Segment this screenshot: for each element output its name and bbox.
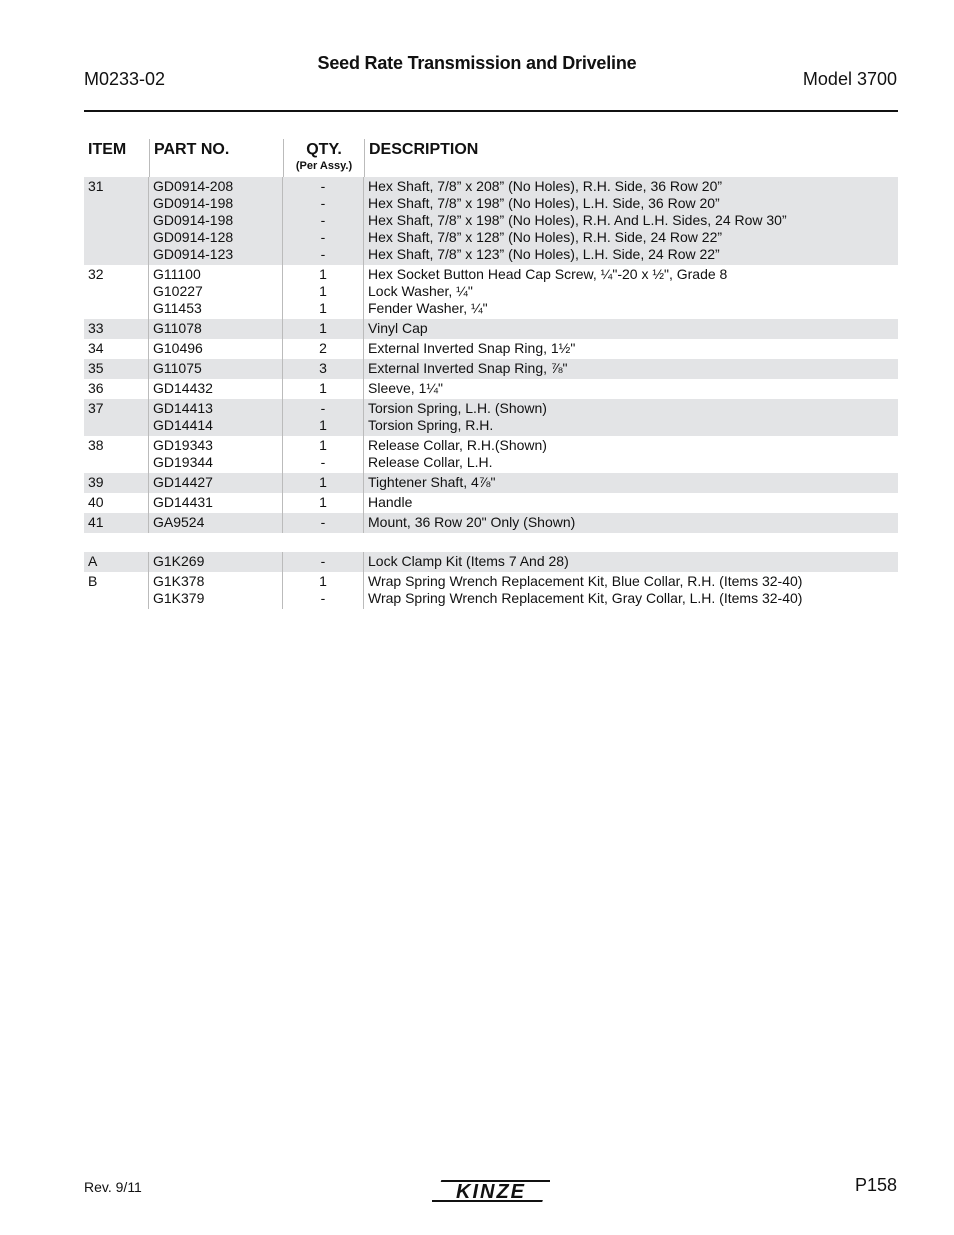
quantity-cell	[283, 265, 364, 319]
description: Lock Washer, ¼"	[368, 283, 473, 299]
part-number-cell	[149, 399, 283, 436]
quantity: 1	[319, 266, 327, 282]
part-number-cell	[149, 359, 283, 379]
part-number: G11453	[153, 300, 202, 316]
description: Torsion Spring, L.H. (Shown)	[368, 400, 547, 416]
item-cell: 32	[84, 265, 149, 319]
item-cell: 33	[84, 319, 149, 339]
description: Hex Shaft, 7/8” x 208” (No Holes), R.H. Side, 36 Row 20”	[368, 178, 723, 194]
table-row	[84, 399, 898, 436]
quantity-cell	[283, 493, 364, 513]
description-cell	[364, 399, 898, 436]
quantity: -	[320, 195, 326, 211]
page-title: Seed Rate Transmission and Driveline	[317, 53, 637, 73]
quantity-cell	[283, 399, 364, 436]
column-header-qty: QTY.	[306, 141, 342, 158]
table-row	[84, 339, 898, 359]
description: Handle	[368, 494, 413, 510]
item-cell: 38	[84, 436, 149, 473]
quantity: -	[320, 178, 326, 194]
kinze-logo	[432, 1178, 550, 1204]
quantity: 1	[319, 494, 327, 510]
table-row	[84, 513, 898, 533]
parts-table	[84, 139, 898, 609]
description-cell	[364, 436, 898, 473]
table-row	[84, 177, 898, 265]
description: Lock Clamp Kit (Items 7 And 28)	[368, 553, 569, 569]
table-row	[84, 319, 898, 339]
description: Vinyl Cap	[368, 320, 428, 336]
quantity-cell	[283, 436, 364, 473]
part-number: GD0914-123	[153, 246, 234, 262]
quantity: 1	[319, 283, 327, 299]
part-number: G10227	[153, 283, 203, 299]
item-cell: B	[84, 572, 149, 609]
part-number-cell	[149, 265, 283, 319]
quantity: -	[320, 212, 326, 228]
item-cell: 39	[84, 473, 149, 493]
description: Hex Socket Button Head Cap Screw, ¼"-20 x ½", Grade 8	[368, 266, 728, 282]
part-number-cell	[149, 436, 283, 473]
quantity: 1	[319, 474, 327, 490]
table-row	[84, 473, 898, 493]
description-cell	[364, 493, 898, 513]
description-cell	[364, 319, 898, 339]
description: Wrap Spring Wrench Replacement Kit, Gray Collar, L.H. (Items 32-40)	[368, 590, 803, 606]
part-number: G11078	[153, 320, 202, 336]
table-row	[84, 552, 898, 572]
revision-label: Rev. 9/11	[84, 1179, 142, 1195]
part-number-cell	[149, 319, 283, 339]
part-number: GD14431	[153, 494, 213, 510]
description-cell	[364, 513, 898, 533]
description: Fender Washer, ¼"	[368, 300, 488, 316]
table-header	[84, 139, 898, 177]
column-header-qty-subtitle: (Per Assy.)	[295, 160, 353, 172]
description: Sleeve, 1¼"	[368, 380, 444, 396]
quantity-cell	[283, 473, 364, 493]
item-cell: 35	[84, 359, 149, 379]
table-row	[84, 572, 898, 609]
part-number-cell	[149, 572, 283, 609]
quantity: 1	[319, 380, 327, 396]
part-number-cell	[149, 379, 283, 399]
column-header-description: DESCRIPTION	[369, 141, 479, 158]
description-cell	[364, 572, 898, 609]
quantity-cell	[283, 177, 364, 265]
table-body	[84, 177, 898, 609]
description-cell	[364, 552, 898, 572]
quantity: 1	[319, 300, 327, 316]
description: Release Collar, L.H.	[368, 454, 493, 470]
item-cell: 40	[84, 493, 149, 513]
description: Hex Shaft, 7/8” x 198” (No Holes), L.H. Side, 36 Row 20”	[368, 195, 720, 211]
quantity: 1	[319, 320, 327, 336]
description-cell	[364, 473, 898, 493]
part-number: GD0914-198	[153, 212, 234, 228]
description: Wrap Spring Wrench Replacement Kit, Blue Collar, R.H. (Items 32-40)	[368, 573, 803, 589]
page-number: P158	[854, 1175, 897, 1195]
quantity-cell	[283, 513, 364, 533]
item-cell: A	[84, 552, 149, 572]
description: External Inverted Snap Ring, 1½"	[368, 340, 576, 356]
quantity-cell	[283, 339, 364, 359]
quantity: -	[320, 553, 326, 569]
part-number: G11075	[153, 360, 202, 376]
svg-text:KINZE: KINZE	[456, 1181, 526, 1203]
quantity: -	[320, 400, 326, 416]
item-cell: 31	[84, 177, 149, 265]
table-row	[84, 379, 898, 399]
part-number: GD0914-208	[153, 178, 234, 194]
part-number: GD14414	[153, 417, 213, 433]
item-cell: 36	[84, 379, 149, 399]
part-number: GD0914-128	[153, 229, 234, 245]
part-number: GD19344	[153, 454, 213, 470]
quantity: -	[320, 590, 326, 606]
column-divider	[364, 139, 365, 177]
description: Hex Shaft, 7/8” x 123” (No Holes), L.H. Side, 24 Row 22”	[368, 246, 720, 262]
table-row	[84, 265, 898, 319]
table-spacer	[84, 533, 898, 552]
part-number: GD14432	[153, 380, 213, 396]
quantity: -	[320, 454, 326, 470]
column-header-part-no: PART NO.	[154, 141, 230, 158]
description-cell	[364, 177, 898, 265]
part-number: GD0914-198	[153, 195, 234, 211]
description: Release Collar, R.H.(Shown)	[368, 437, 547, 453]
description-cell	[364, 379, 898, 399]
part-number: GD14427	[153, 474, 213, 490]
part-number-cell	[149, 339, 283, 359]
quantity: 2	[319, 340, 327, 356]
item-cell: 34	[84, 339, 149, 359]
part-number: GD19343	[153, 437, 213, 453]
description-cell	[364, 359, 898, 379]
part-number: G10496	[153, 340, 203, 356]
column-divider	[149, 139, 150, 177]
part-number: G1K379	[153, 590, 205, 606]
quantity-cell	[283, 572, 364, 609]
model-label: Model 3700	[802, 69, 897, 89]
part-number-cell	[149, 177, 283, 265]
description: Torsion Spring, R.H.	[368, 417, 494, 433]
part-number: G11100	[153, 266, 201, 282]
quantity: -	[320, 229, 326, 245]
part-number-cell	[149, 513, 283, 533]
quantity-cell	[283, 359, 364, 379]
description-cell	[364, 265, 898, 319]
document-number: M0233-02	[84, 69, 166, 89]
quantity-cell	[283, 319, 364, 339]
item-cell: 37	[84, 399, 149, 436]
description-cell	[364, 339, 898, 359]
table-row	[84, 493, 898, 513]
part-number-cell	[149, 473, 283, 493]
part-number-cell	[149, 493, 283, 513]
quantity: 3	[319, 360, 327, 376]
description: Hex Shaft, 7/8” x 198” (No Holes), R.H. And L.H. Sides, 24 Row 30”	[368, 212, 787, 228]
item-cell: 41	[84, 513, 149, 533]
description: Hex Shaft, 7/8” x 128” (No Holes), R.H. Side, 24 Row 22”	[368, 229, 723, 245]
header-rule	[84, 110, 898, 112]
quantity: -	[320, 514, 326, 530]
quantity: 1	[319, 437, 327, 453]
table-row	[84, 436, 898, 473]
part-number: GA9524	[153, 514, 205, 530]
quantity: -	[320, 246, 326, 262]
quantity: 1	[319, 417, 327, 433]
part-number: GD14413	[153, 400, 213, 416]
description: Tightener Shaft, 4⅞"	[368, 474, 496, 490]
quantity-cell	[283, 379, 364, 399]
column-header-item: ITEM	[88, 141, 127, 158]
quantity: 1	[319, 573, 327, 589]
description: External Inverted Snap Ring, ⅞"	[368, 360, 568, 376]
quantity-cell	[283, 552, 364, 572]
part-number: G1K269	[153, 553, 205, 569]
table-row	[84, 359, 898, 379]
part-number-cell	[149, 552, 283, 572]
part-number: G1K378	[153, 573, 205, 589]
description: Mount, 36 Row 20" Only (Shown)	[368, 514, 576, 530]
